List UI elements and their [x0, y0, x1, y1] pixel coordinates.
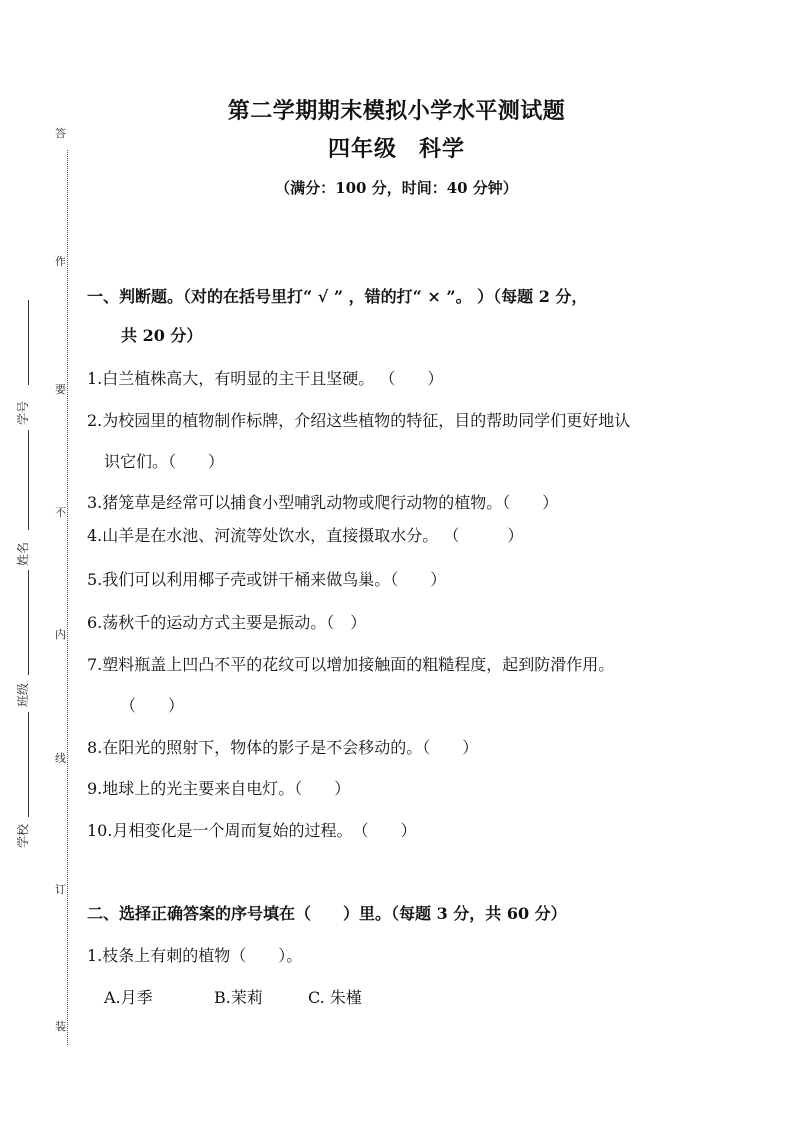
question-1-7: 7.塑料瓶盖上凹凸不平的花纹可以增加接触面的粗糙程度，起到防滑作用。 [87, 655, 615, 674]
question-1-9: 9.地球上的光主要来自电灯。（ ） [87, 779, 351, 798]
question-2-1-options [104, 985, 362, 1008]
section1-heading-cont: 共 20 分） [121, 326, 203, 345]
option-a: A.月季 [104, 988, 153, 1007]
question-1-4: 4.山羊是在水池、河流等处饮水，直接摄取水分。 （ ） [87, 526, 524, 545]
student-id-label: 学号 [16, 400, 30, 425]
margin-char-da: 答 [55, 127, 66, 140]
question-1-7-cont: （ ） [120, 696, 185, 715]
exam-title: 第二学期期末模拟小学水平测试题 [227, 98, 566, 124]
class-blank[interactable] [28, 570, 29, 675]
option-b: B.茉莉 [214, 988, 263, 1007]
subject-label: 科学 [419, 136, 466, 162]
margin-char-nei: 内 [55, 628, 66, 641]
name-label: 姓名 [16, 541, 30, 566]
margin-char-yao: 要 [55, 383, 66, 396]
margin-char-zuo: 作 [55, 255, 66, 268]
school-label: 学校 [16, 823, 30, 848]
name-blank[interactable] [28, 430, 29, 530]
question-1-1: 1.白兰植株高大，有明显的主干且坚硬。 （ ） [87, 369, 444, 388]
exam-subtitle [0, 132, 793, 163]
grade-label: 四年级 [327, 136, 397, 162]
question-1-3: 3.猪笼草是经常可以捕食小型哺乳动物或爬行动物的植物。（ ） [87, 493, 559, 512]
question-1-6: 6.荡秋千的运动方式主要是振动。（ ） [87, 613, 367, 632]
margin-char-bu: 不 [55, 506, 66, 519]
class-label: 班级 [16, 682, 30, 707]
question-1-2: 2.为校园里的植物制作标牌，介绍这些植物的特征，目的帮助同学们更好地认 [87, 411, 631, 430]
question-1-8: 8.在阳光的照射下，物体的影子是不会移动的。（ ） [87, 738, 479, 757]
margin-char-xian: 线 [55, 752, 66, 765]
binding-dotted-line [67, 150, 68, 1045]
option-c: C. 朱槿 [308, 988, 362, 1007]
exam-info: （满分：100 分，时间：40 分钟） [275, 179, 518, 197]
question-2-1: 1.枝条上有刺的植物（ ）。 [87, 946, 303, 965]
student-id-blank[interactable] [28, 300, 29, 385]
school-blank[interactable] [28, 712, 29, 817]
section1-heading: 一、判断题。（对的在括号里打“ √ ” ，错的打“ × ”。 ）（每题 2 分， [87, 287, 588, 306]
question-1-5: 5.我们可以利用椰子壳或饼干桶来做鸟巢。（ ） [87, 570, 447, 589]
question-1-2-cont: 识它们。（ ） [104, 452, 225, 471]
margin-char-zhuang: 装 [55, 1020, 66, 1033]
margin-char-ding: 订 [55, 883, 66, 896]
question-1-10: 10.月相变化是一个周而复始的过程。 （ ） [87, 821, 417, 840]
section2-heading: 二、选择正确答案的序号填在（ ）里。（每题 3 分，共 60 分） [87, 904, 567, 923]
